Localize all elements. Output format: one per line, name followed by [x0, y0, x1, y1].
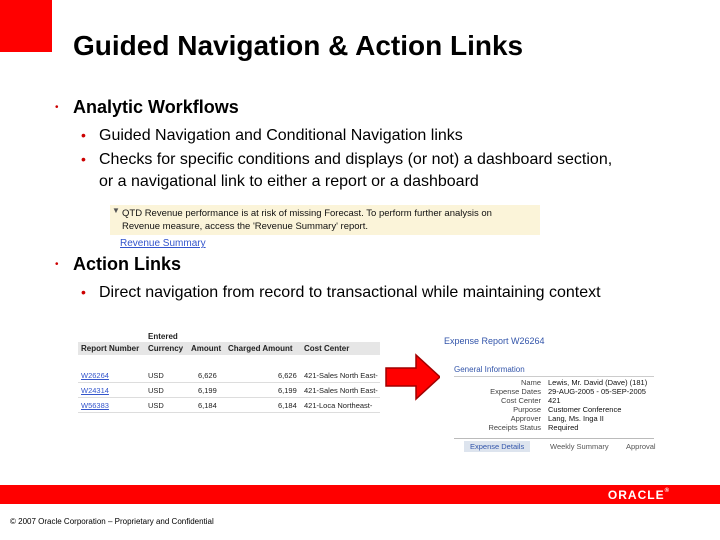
bullet-dot: • — [55, 102, 59, 113]
table-header-row — [78, 342, 380, 355]
table-cell: 421-Sales North East- — [304, 371, 378, 380]
table-cell: USD — [148, 371, 164, 380]
sub-bullet-dot: • — [81, 127, 86, 143]
sub-bullet-dot: • — [81, 151, 86, 167]
sub-bullet-text: Direct navigation from record to transactional while maintaining context — [99, 284, 601, 301]
table-cell: 6,199 — [278, 386, 297, 395]
field-cost-center — [454, 396, 654, 405]
field-value: Customer Conference — [548, 405, 622, 414]
report-number-link[interactable]: W26264 — [81, 371, 109, 380]
report-number-link[interactable]: W24314 — [81, 386, 109, 395]
table-cell: 6,184 — [198, 401, 217, 410]
guided-navigation-message — [110, 205, 540, 235]
column-header: Cost Center — [304, 344, 350, 353]
table-row — [78, 383, 380, 398]
sub-bullet-text: Guided Navigation and Conditional Navigation links — [99, 127, 463, 144]
field-label: Approver — [510, 414, 541, 423]
field-purpose — [454, 405, 654, 414]
column-header: Amount — [191, 344, 222, 353]
guided-message-line: Revenue measure, access the 'Revenue Summary' report. — [122, 221, 368, 232]
table-cell: 6,626 — [278, 371, 297, 380]
column-header: Currency — [148, 344, 184, 353]
slide-title: Guided Navigation & Action Links — [73, 30, 524, 61]
report-number-link[interactable]: W56383 — [81, 401, 109, 410]
field-label: Cost Center — [500, 396, 541, 405]
expense-report-detail — [440, 328, 655, 453]
guided-message-line: QTD Revenue performance is at risk of missing Forecast. To perform further analysis on — [122, 208, 492, 219]
tab-approval[interactable]: Approval — [626, 442, 656, 451]
expense-report-table — [78, 328, 380, 418]
sub-bullet-text: Checks for specific conditions and displays (or not) a dashboard section, — [99, 151, 613, 168]
oracle-logo — [608, 488, 670, 502]
sub-bullet-text-continuation: or a navigational link to either a report or a dashboard — [99, 173, 479, 190]
tab-expense-details[interactable]: Expense Details — [464, 441, 530, 452]
field-name — [454, 378, 654, 387]
brand-red-square — [0, 0, 52, 52]
registered-mark: ® — [664, 488, 670, 494]
column-header: Report Number — [81, 344, 140, 353]
expense-report-title: Expense Report W26264 — [444, 336, 545, 346]
table-cell: 421-Loca Northeast- — [304, 401, 373, 410]
column-header: Charged Amount — [228, 344, 293, 353]
field-label: Purpose — [513, 405, 541, 414]
field-value: 29-AUG-2005 - 05-SEP-2005 — [548, 387, 646, 396]
table-cell: USD — [148, 386, 164, 395]
oracle-logo-text: ORACLE — [607, 488, 665, 502]
field-receipts-status — [454, 423, 654, 432]
bullet-dot: • — [55, 259, 59, 270]
sub-bullet-dot: • — [81, 284, 86, 300]
section-heading-action-links: Action Links — [73, 254, 182, 274]
expense-tabs — [454, 438, 654, 453]
right-arrow-icon — [384, 352, 444, 402]
field-expense-dates — [454, 387, 654, 396]
tab-weekly-summary[interactable]: Weekly Summary — [550, 442, 609, 451]
field-label: Expense Dates — [490, 387, 541, 396]
divider — [454, 376, 654, 377]
table-row — [78, 368, 380, 383]
field-value: 421 — [548, 396, 561, 405]
group-header-entered: Entered — [148, 332, 178, 341]
section-heading-analytic-workflows: Analytic Workflows — [73, 97, 239, 117]
field-approver — [454, 414, 654, 423]
table-row — [78, 398, 380, 413]
field-value: Lang, Ms. Inga II — [548, 414, 604, 423]
field-label: Receipts Status — [488, 423, 541, 432]
table-cell: 6,199 — [198, 386, 217, 395]
field-value: Lewis, Mr. David (Dave) (181) — [548, 378, 648, 387]
section-title-general-information: General Information — [454, 365, 525, 374]
field-label: Name — [520, 378, 541, 387]
copyright-notice: © 2007 Oracle Corporation – Proprietary and Confidential — [10, 517, 214, 526]
flag-icon: ▼ — [112, 206, 120, 215]
field-value: Required — [548, 423, 579, 432]
table-cell: 6,184 — [278, 401, 297, 410]
table-cell: 421-Sales North East- — [304, 386, 378, 395]
table-cell: USD — [148, 401, 164, 410]
table-cell: 6,626 — [198, 371, 217, 380]
revenue-summary-link[interactable]: Revenue Summary — [120, 238, 206, 249]
